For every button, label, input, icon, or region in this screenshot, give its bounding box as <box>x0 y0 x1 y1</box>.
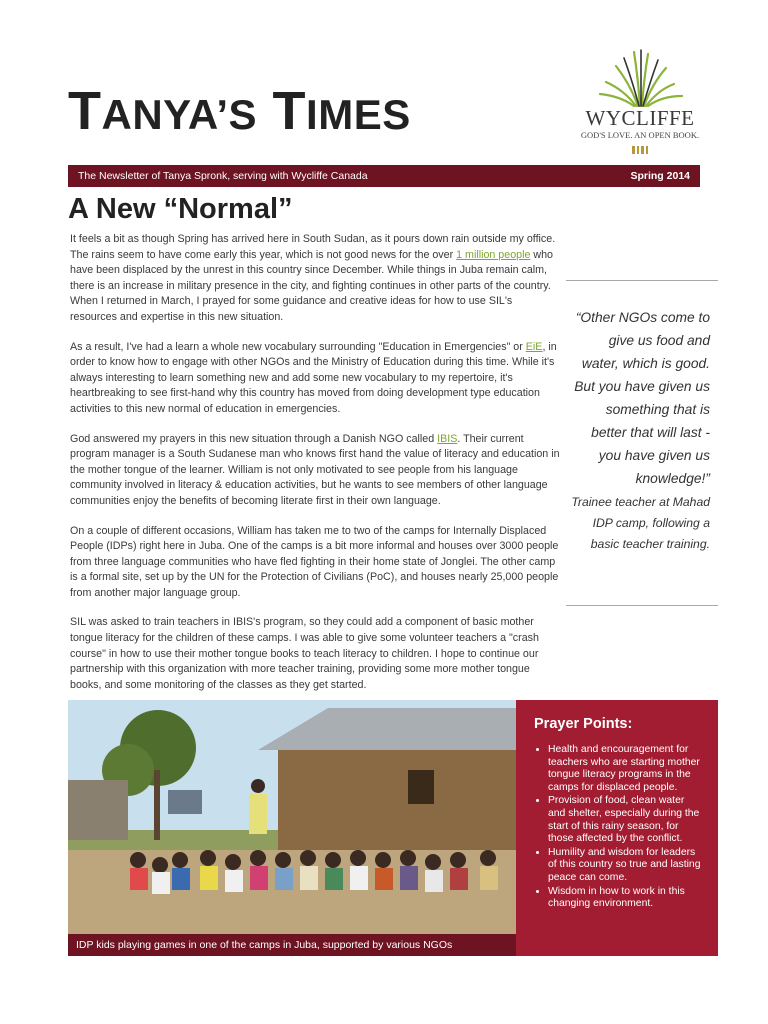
article-paragraph <box>70 432 562 510</box>
article-paragraph: On a couple of different occasions, William has taken me to two of the camps for Internally Displaced People (IDPs) right here in Juba. One of the camps is a bit more informal and houses over 3000 people from three language communities who have fled fighting in their home state of Jonglei. The other camp is a formal site, set up by the UN for the Protection of Civilians (PoC), and houses nearly 25,000 people from another major language group. <box>70 524 559 599</box>
paragraph-text: , in order to know how to engage with other NGOs and the Ministry of Education during this time. While it's always interesting to learn something new and add some new vocabulary to my repertoire, it's heartbreaking to see first-hand why this country has moved from doing development type education activities to this new normal of education in emergencies. <box>70 340 557 415</box>
article-paragraph <box>70 232 562 326</box>
title-letter: S <box>228 91 258 138</box>
article-headline: A New “Normal” <box>68 193 293 225</box>
prayer-points-list <box>534 744 702 911</box>
paragraph-text: As a result, I've had a learn a whole new vocabulary surrounding "Education in Emergencies" or <box>70 340 526 353</box>
photo-illustration <box>68 700 516 956</box>
logo-bars-icon <box>632 146 648 154</box>
newsletter-title <box>68 80 411 142</box>
prayer-point: • Provision of food, clean water and shelter, especially during the start of this rainy season, for those affected by the conflict. <box>548 795 702 845</box>
logo-tagline: GOD'S LOVE. AN OPEN BOOK. <box>580 130 700 140</box>
title-letter: T <box>68 81 102 141</box>
title-letters: IMES <box>306 91 411 138</box>
banner-subtitle: The Newsletter of Tanya Spronk, serving with Wycliffe Canada <box>78 170 368 182</box>
paragraph-text: God answered my prayers in this new situation through a Danish NGO called <box>70 432 438 445</box>
eie-link[interactable]: EiE <box>525 340 543 353</box>
title-letter: T <box>272 81 307 141</box>
prayer-points-title: Prayer Points: <box>534 716 633 732</box>
newsletter-banner <box>68 165 700 187</box>
pull-quote-rule-bottom <box>566 605 718 606</box>
pull-quote-rule-top <box>566 280 718 281</box>
paragraph-text: who have been displaced by the unrest in this country since December. While things in Juba remain calm, there is an increase in military presence in the city, and fighting continues in other parts of the country. When I returned in March, I prayed for some guidance and creative ideas for how to use SIL's resources and expertise in this new situation. <box>70 248 553 323</box>
one-million-people-link[interactable]: 1 million people <box>456 248 531 261</box>
prayer-point: • Wisdom in how to work in this changing environment. <box>548 886 702 911</box>
prayer-points-box <box>516 700 718 956</box>
ibis-link[interactable]: IBIS <box>437 432 458 445</box>
title-apostrophe: ’ <box>216 91 229 138</box>
banner-season: Spring 2014 <box>630 170 690 182</box>
camp-photo <box>68 700 516 956</box>
pull-quote-attribution: Trainee teacher at Mahad IDP camp, following a basic teacher training. <box>571 495 710 551</box>
paragraph-text: . Their current program manager is a South Sudanese man who knows first hand the value of literacy and education in the mother tongue of the learner. William is not only motivated to see people from his language community involved in literacy & education activities, but he wants to see members of other language communities enjoy the benefits of becoming literate first in their own language. <box>70 432 560 507</box>
article-paragraph: SIL was asked to train teachers in IBIS's program, so they could add a component of basic mother tongue literacy for the children of these camps. I was able to give some volunteer teachers a "crash course" in how to use their mother tongue books to teach literacy to children. I hope to continue our partnership with this organization with more teacher training, providing some more mother tongue books, and some monitoring of the classes as they get started. <box>70 616 539 691</box>
wycliffe-logo <box>580 48 700 156</box>
grass-logo-icon <box>580 48 700 108</box>
photo-caption: IDP kids playing games in one of the camps in Juba, supported by various NGOs <box>68 934 516 956</box>
prayer-point: • Humility and wisdom for leaders of this country so true and lasting peace can come. <box>548 847 702 885</box>
pull-quote: “Other NGOs come to give us food and water, which is good. But you have given us something that is better that will last - you have given us knowledge!” <box>574 310 710 486</box>
paragraph-text: It feels a bit as though Spring has arrived here in South Sudan, as it pours down rain outside my office. The rains seem to have come early this year, which is not good news for the over <box>70 233 556 261</box>
prayer-point: • Health and encouragement for teachers who are starting mother tongue literacy programs in the camps for displaced people. <box>548 744 702 794</box>
logo-wordmark: WYCLIFFE <box>585 106 695 130</box>
article-body <box>70 232 562 707</box>
article-paragraph <box>70 340 562 418</box>
title-letters: ANYA <box>101 91 217 138</box>
